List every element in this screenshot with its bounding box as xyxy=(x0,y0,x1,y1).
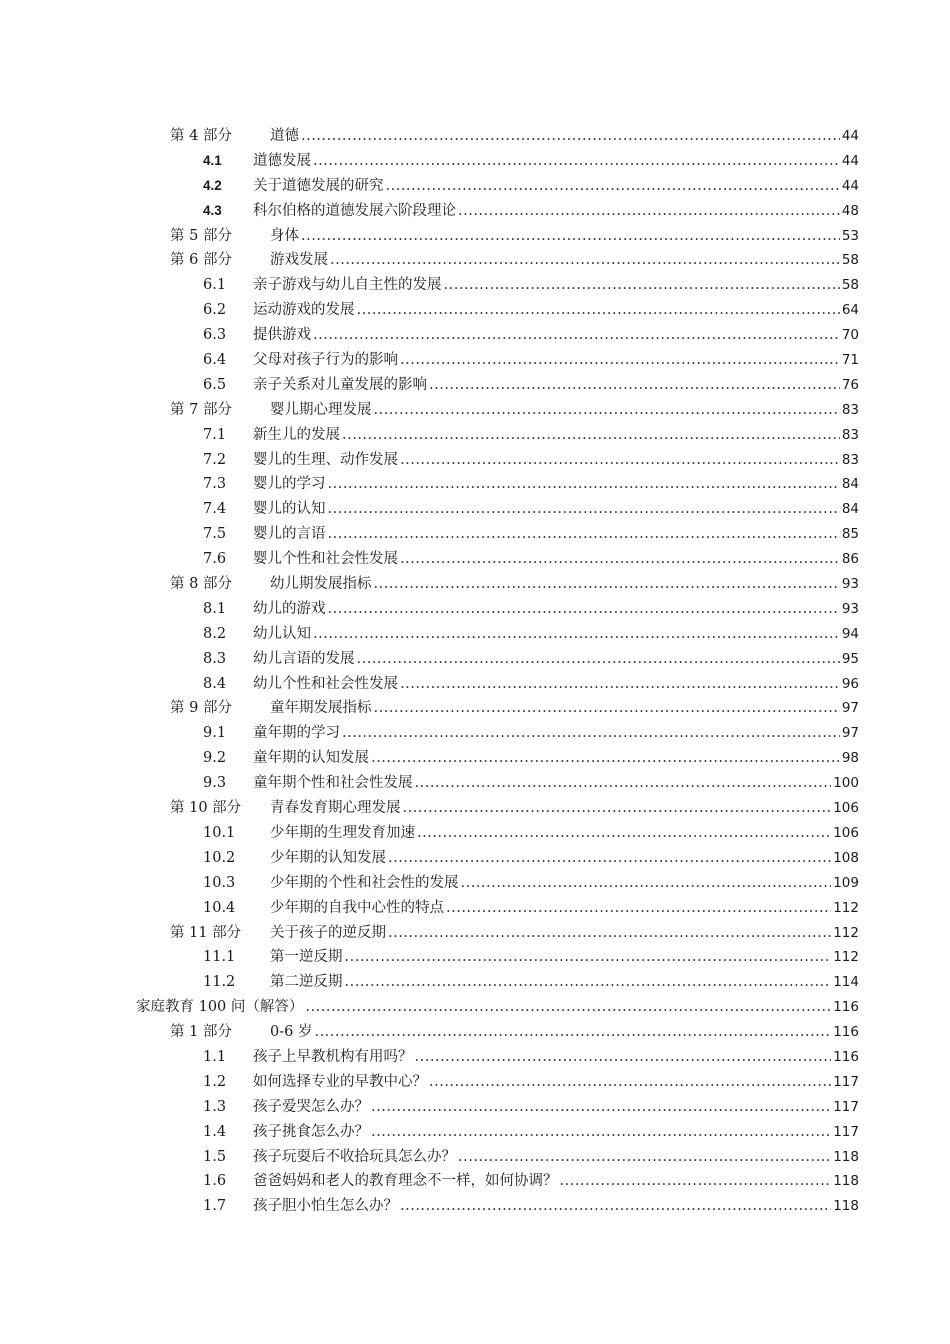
toc-entry-number: 6.3 xyxy=(203,327,227,344)
toc-entry-line xyxy=(253,721,859,746)
toc-entry-number: 6.4 xyxy=(203,352,227,369)
toc-entry-title: 父母对孩子行为的影响 xyxy=(253,352,398,369)
dot-leader xyxy=(415,771,832,796)
toc-entry[interactable] xyxy=(0,1095,950,1120)
toc-entry-title: 亲子关系对儿童发展的影响 xyxy=(253,376,427,393)
dot-leader xyxy=(301,124,840,149)
toc-entry[interactable] xyxy=(0,348,950,373)
toc-entry-title: 童年期的学习 xyxy=(253,725,340,742)
toc-entry-title: 童年期发展指标 xyxy=(270,700,372,717)
toc-entry-number: 7.3 xyxy=(203,476,227,493)
toc-entry[interactable] xyxy=(0,298,950,323)
toc-entry[interactable] xyxy=(0,597,950,622)
toc-entry-line xyxy=(253,273,859,298)
toc-entry-line xyxy=(270,896,859,921)
toc-entry-title: 科尔伯格的道德发展六阶段理论 xyxy=(253,202,456,219)
toc-entry-page-number: 118 xyxy=(833,1173,859,1190)
toc-entry-page-number: 85 xyxy=(841,526,859,543)
toc-entry-number: 4.3 xyxy=(203,202,222,218)
toc-entry-number: 10.3 xyxy=(203,874,236,891)
toc-entry-title: 游戏发展 xyxy=(270,252,328,269)
toc-entry[interactable] xyxy=(0,1120,950,1145)
toc-entry-number: 10.1 xyxy=(203,824,236,841)
toc-entry[interactable] xyxy=(0,696,950,721)
toc-entry-title: 孩子玩耍后不收拾玩具怎么办？ xyxy=(253,1148,456,1165)
dot-leader xyxy=(446,896,831,921)
toc-entry-title: 孩子胆小怕生怎么办？ xyxy=(253,1198,398,1215)
toc-entry-title: 幼儿个性和社会性发展 xyxy=(253,675,398,692)
toc-entry-number: 第 4 部分 xyxy=(170,128,232,144)
toc-entry-page-number: 96 xyxy=(841,675,859,692)
dot-leader xyxy=(388,846,831,871)
table-of-contents xyxy=(0,124,950,1219)
toc-entry[interactable] xyxy=(0,398,950,423)
toc-entry-page-number: 112 xyxy=(833,899,859,916)
toc-entry-line xyxy=(270,945,859,970)
toc-entry-title: 孩子上早教机构有用吗？ xyxy=(253,1048,413,1065)
dot-leader xyxy=(400,672,840,697)
toc-entry[interactable] xyxy=(0,995,950,1020)
toc-entry[interactable] xyxy=(0,373,950,398)
dot-leader xyxy=(357,298,840,323)
toc-entry[interactable] xyxy=(0,448,950,473)
toc-entry-line xyxy=(270,124,859,149)
toc-entry-line xyxy=(253,1095,859,1120)
dot-leader xyxy=(400,1194,831,1219)
toc-entry-page-number: 64 xyxy=(841,302,859,319)
toc-entry-line xyxy=(253,647,859,672)
dot-leader xyxy=(374,696,840,721)
toc-entry-page-number: 106 xyxy=(833,824,859,841)
toc-entry[interactable] xyxy=(0,871,950,896)
toc-entry-line xyxy=(253,1070,859,1095)
toc-entry[interactable] xyxy=(0,721,950,746)
toc-entry-number: 7.1 xyxy=(203,426,227,443)
dot-leader xyxy=(374,572,840,597)
toc-entry-page-number: 58 xyxy=(841,252,859,269)
toc-entry-line xyxy=(270,921,859,946)
toc-entry-number: 9.3 xyxy=(203,775,227,792)
toc-entry-line xyxy=(270,572,859,597)
dot-leader xyxy=(386,174,840,199)
toc-entry-title: 亲子游戏与幼儿自主性的发展 xyxy=(253,277,442,294)
toc-entry[interactable] xyxy=(0,124,950,149)
toc-entry-line xyxy=(253,1045,859,1070)
toc-entry-number: 1.5 xyxy=(203,1148,227,1165)
toc-entry-line xyxy=(270,398,859,423)
toc-entry-number: 第 8 部分 xyxy=(170,576,232,593)
dot-leader xyxy=(371,1095,831,1120)
toc-entry-line xyxy=(253,423,859,448)
toc-entry-page-number: 44 xyxy=(841,128,859,144)
toc-entry-number: 8.3 xyxy=(203,650,227,667)
dot-leader xyxy=(374,398,840,423)
toc-entry-title: 婴儿的生理、动作发展 xyxy=(253,451,398,468)
toc-entry-line xyxy=(253,771,859,796)
toc-entry-line xyxy=(253,298,859,323)
toc-entry-title: 婴儿期心理发展 xyxy=(270,401,372,418)
toc-entry-number: 7.4 xyxy=(203,501,227,518)
toc-entry-page-number: 58 xyxy=(841,277,859,294)
toc-entry-line xyxy=(253,597,859,622)
toc-entry-page-number: 95 xyxy=(841,650,859,667)
toc-entry-line xyxy=(253,348,859,373)
toc-entry-number: 1.1 xyxy=(203,1048,227,1065)
toc-entry-title: 关于道德发展的研究 xyxy=(253,177,384,194)
toc-entry-line xyxy=(253,174,859,199)
toc-entry[interactable] xyxy=(0,323,950,348)
toc-entry-page-number: 114 xyxy=(833,974,859,991)
toc-entry-title: 幼儿认知 xyxy=(253,625,311,642)
toc-entry-page-number: 98 xyxy=(841,750,859,767)
dot-leader xyxy=(345,970,832,995)
toc-entry-title: 道德发展 xyxy=(253,152,311,169)
dot-leader xyxy=(328,597,840,622)
toc-entry-page-number: 94 xyxy=(841,625,859,642)
toc-entry[interactable] xyxy=(0,647,950,672)
toc-entry-line xyxy=(253,448,859,473)
toc-entry-line xyxy=(253,746,859,771)
toc-entry-title: 新生儿的发展 xyxy=(253,426,340,443)
toc-entry-title: 幼儿言语的发展 xyxy=(253,650,355,667)
toc-entry[interactable] xyxy=(0,522,950,547)
toc-entry-page-number: 93 xyxy=(841,576,859,593)
toc-entry-title: 身体 xyxy=(270,227,299,244)
toc-entry-title: 爸爸妈妈和老人的教育理念不一样，如何协调？ xyxy=(253,1173,558,1190)
toc-entry-page-number: 48 xyxy=(841,202,859,219)
toc-entry[interactable] xyxy=(0,174,950,199)
toc-entry-number: 7.6 xyxy=(203,551,227,568)
toc-entry-page-number: 112 xyxy=(833,924,859,941)
dot-leader xyxy=(458,1145,831,1170)
toc-entry-page-number: 97 xyxy=(841,700,859,717)
toc-entry[interactable] xyxy=(0,796,950,821)
toc-entry[interactable] xyxy=(0,846,950,871)
toc-entry-page-number: 116 xyxy=(833,999,859,1016)
dot-leader xyxy=(313,149,840,174)
dot-leader xyxy=(328,497,840,522)
dot-leader xyxy=(458,199,840,224)
toc-entry[interactable] xyxy=(0,1020,950,1045)
toc-entry-line xyxy=(270,1020,859,1045)
toc-entry-page-number: 106 xyxy=(833,800,859,817)
toc-entry-number: 第 1 部分 xyxy=(170,1024,232,1041)
toc-entry-title: 提供游戏 xyxy=(253,327,311,344)
toc-entry-page-number: 117 xyxy=(833,1098,859,1115)
dot-leader xyxy=(313,622,840,647)
toc-entry-number: 1.3 xyxy=(203,1098,227,1115)
toc-entry-number: 4.1 xyxy=(203,152,222,168)
toc-entry-page-number: 44 xyxy=(841,152,859,169)
toc-entry-line xyxy=(253,373,859,398)
toc-entry-title: 0-6 岁 xyxy=(270,1024,313,1041)
toc-entry[interactable] xyxy=(0,472,950,497)
toc-entry-page-number: 100 xyxy=(833,775,859,792)
dot-leader xyxy=(415,1045,832,1070)
toc-entry-page-number: 116 xyxy=(833,1048,859,1065)
toc-entry-line xyxy=(253,323,859,348)
toc-entry-line xyxy=(253,149,859,174)
toc-entry-title: 家庭教育 100 问（解答） xyxy=(136,999,304,1016)
toc-entry-title: 青春发育期心理发展 xyxy=(270,800,401,817)
toc-entry-page-number: 116 xyxy=(833,1024,859,1041)
toc-entry[interactable] xyxy=(0,273,950,298)
toc-entry-title: 少年期的自我中心性的特点 xyxy=(270,899,444,916)
toc-entry-line xyxy=(270,846,859,871)
toc-entry[interactable] xyxy=(0,672,950,697)
toc-entry-page-number: 44 xyxy=(841,177,859,194)
dot-leader xyxy=(314,1020,831,1045)
toc-entry[interactable] xyxy=(0,423,950,448)
toc-entry-line xyxy=(253,497,859,522)
toc-entry-number: 第 11 部分 xyxy=(170,924,242,941)
toc-entry-page-number: 93 xyxy=(841,600,859,617)
toc-entry-number: 8.1 xyxy=(203,600,227,617)
toc-entry[interactable] xyxy=(0,771,950,796)
toc-entry-line xyxy=(253,1145,859,1170)
dot-leader xyxy=(371,746,840,771)
toc-entry-page-number: 83 xyxy=(841,451,859,468)
toc-entry-line xyxy=(253,1120,859,1145)
toc-entry-page-number: 76 xyxy=(841,376,859,393)
toc-entry[interactable] xyxy=(0,1045,950,1070)
toc-entry-page-number: 70 xyxy=(841,327,859,344)
toc-entry-title: 孩子爱哭怎么办？ xyxy=(253,1098,369,1115)
toc-entry-line xyxy=(270,821,859,846)
toc-entry-line xyxy=(270,871,859,896)
toc-entry-line xyxy=(270,696,859,721)
toc-entry-page-number: 117 xyxy=(833,1123,859,1140)
toc-entry-title: 关于孩子的逆反期 xyxy=(270,924,386,941)
dot-leader xyxy=(560,1169,832,1194)
toc-entry-title: 如何选择专业的早教中心？ xyxy=(253,1073,427,1090)
toc-entry-page-number: 117 xyxy=(833,1073,859,1090)
toc-entry-title: 道德 xyxy=(270,128,299,144)
toc-entry-number: 第 7 部分 xyxy=(170,401,232,418)
toc-entry-title: 幼儿期发展指标 xyxy=(270,576,372,593)
dot-leader xyxy=(417,821,831,846)
toc-entry-page-number: 108 xyxy=(833,849,859,866)
dot-leader xyxy=(444,273,840,298)
toc-entry-title: 第二逆反期 xyxy=(270,974,343,991)
toc-entry-page-number: 118 xyxy=(833,1148,859,1165)
toc-entry-number: 第 10 部分 xyxy=(170,800,242,817)
toc-entry-number: 9.1 xyxy=(203,725,227,742)
toc-entry-title: 婴儿的认知 xyxy=(253,501,326,518)
dot-leader xyxy=(429,1070,831,1095)
toc-entry[interactable] xyxy=(0,1194,950,1219)
toc-entry-number: 第 9 部分 xyxy=(170,700,232,717)
toc-entry-title: 婴儿个性和社会性发展 xyxy=(253,551,398,568)
toc-entry-number: 1.4 xyxy=(203,1123,227,1140)
toc-entry-page-number: 83 xyxy=(841,401,859,418)
toc-entry-title: 孩子挑食怎么办？ xyxy=(253,1123,369,1140)
dot-leader xyxy=(461,871,832,896)
toc-entry[interactable] xyxy=(0,1169,950,1194)
toc-entry-line xyxy=(253,547,859,572)
dot-leader xyxy=(345,945,832,970)
toc-entry-number: 10.4 xyxy=(203,899,236,916)
toc-entry[interactable] xyxy=(0,746,950,771)
toc-entry[interactable] xyxy=(0,945,950,970)
dot-leader xyxy=(328,522,840,547)
toc-entry-page-number: 112 xyxy=(833,949,859,966)
toc-entry-title: 少年期的个性和社会性的发展 xyxy=(270,874,459,891)
toc-entry-title: 童年期个性和社会性发展 xyxy=(253,775,413,792)
dot-leader xyxy=(342,423,840,448)
dot-leader xyxy=(429,373,840,398)
toc-entry-title: 婴儿的言语 xyxy=(253,526,326,543)
dot-leader xyxy=(342,721,840,746)
toc-entry-number: 6.2 xyxy=(203,302,227,319)
dot-leader xyxy=(400,448,840,473)
toc-entry-number: 第 6 部分 xyxy=(170,252,232,269)
toc-entry-number: 9.2 xyxy=(203,750,227,767)
toc-entry[interactable] xyxy=(0,1070,950,1095)
toc-entry[interactable] xyxy=(0,622,950,647)
toc-entry-line xyxy=(270,224,859,249)
toc-entry-page-number: 83 xyxy=(841,426,859,443)
toc-entry[interactable] xyxy=(0,896,950,921)
toc-entry-line xyxy=(253,522,859,547)
toc-entry[interactable] xyxy=(0,547,950,572)
toc-entry-line xyxy=(136,995,859,1020)
dot-leader xyxy=(403,796,832,821)
toc-entry-number: 1.7 xyxy=(203,1198,227,1215)
toc-entry-number: 10.2 xyxy=(203,849,236,866)
toc-entry-page-number: 118 xyxy=(833,1198,859,1215)
toc-entry[interactable] xyxy=(0,821,950,846)
toc-entry-line xyxy=(270,796,859,821)
toc-entry-page-number: 109 xyxy=(833,874,859,891)
toc-entry-line xyxy=(253,622,859,647)
toc-entry-number: 11.1 xyxy=(203,949,236,966)
toc-entry-line xyxy=(270,970,859,995)
dot-leader xyxy=(388,921,831,946)
toc-entry[interactable] xyxy=(0,497,950,522)
toc-entry[interactable] xyxy=(0,970,950,995)
toc-entry-number: 1.6 xyxy=(203,1173,227,1190)
toc-entry-number: 7.2 xyxy=(203,451,227,468)
toc-entry-page-number: 84 xyxy=(841,501,859,518)
dot-leader xyxy=(357,647,840,672)
toc-entry-line xyxy=(253,1194,859,1219)
toc-entry[interactable] xyxy=(0,1145,950,1170)
toc-entry-number: 4.2 xyxy=(203,177,222,193)
toc-entry-number: 6.1 xyxy=(203,277,227,294)
toc-entry-title: 运动游戏的发展 xyxy=(253,302,355,319)
toc-entry-title: 少年期的认知发展 xyxy=(270,849,386,866)
dot-leader xyxy=(313,323,840,348)
dot-leader xyxy=(330,248,840,273)
toc-entry-number: 7.5 xyxy=(203,526,227,543)
toc-entry-number: 1.2 xyxy=(203,1073,227,1090)
dot-leader xyxy=(400,348,840,373)
toc-entry[interactable] xyxy=(0,149,950,174)
toc-entry-line xyxy=(253,672,859,697)
dot-leader xyxy=(301,224,840,249)
toc-entry-title: 第一逆反期 xyxy=(270,949,343,966)
toc-entry-number: 6.5 xyxy=(203,376,227,393)
toc-entry-title: 婴儿的学习 xyxy=(253,476,326,493)
toc-entry-line xyxy=(253,199,859,224)
dot-leader xyxy=(305,995,831,1020)
dot-leader xyxy=(328,472,840,497)
toc-entry-page-number: 86 xyxy=(841,551,859,568)
toc-entry-number: 8.2 xyxy=(203,625,227,642)
toc-entry-line xyxy=(253,472,859,497)
toc-entry-line xyxy=(270,248,859,273)
toc-entry-page-number: 97 xyxy=(841,725,859,742)
dot-leader xyxy=(371,1120,831,1145)
toc-entry-title: 少年期的生理发育加速 xyxy=(270,824,415,841)
dot-leader xyxy=(400,547,840,572)
toc-entry-line xyxy=(253,1169,859,1194)
toc-entry[interactable] xyxy=(0,224,950,249)
toc-entry-number: 11.2 xyxy=(203,974,236,991)
toc-entry-page-number: 53 xyxy=(841,227,859,244)
toc-entry[interactable] xyxy=(0,199,950,224)
toc-entry-number: 第 5 部分 xyxy=(170,227,232,244)
toc-entry[interactable] xyxy=(0,248,950,273)
toc-entry-title: 幼儿的游戏 xyxy=(253,600,326,617)
toc-entry-title: 童年期的认知发展 xyxy=(253,750,369,767)
toc-entry[interactable] xyxy=(0,572,950,597)
toc-entry[interactable] xyxy=(0,921,950,946)
toc-entry-number: 8.4 xyxy=(203,675,227,692)
toc-entry-page-number: 84 xyxy=(841,476,859,493)
toc-entry-page-number: 71 xyxy=(841,352,859,369)
